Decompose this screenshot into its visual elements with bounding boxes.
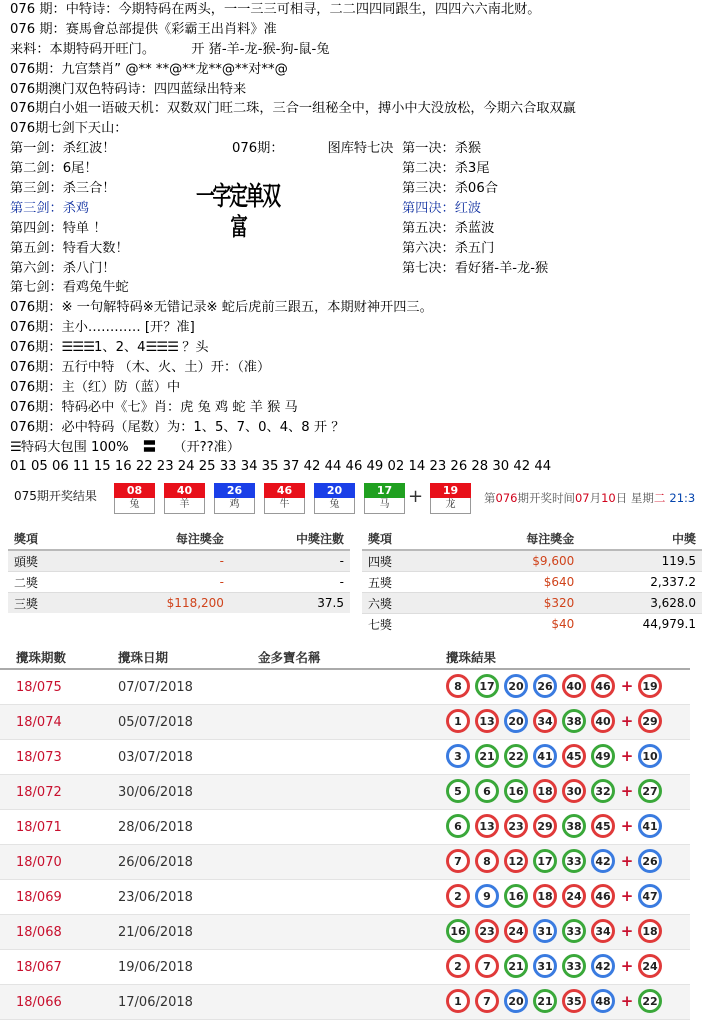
prize-cell: $40 xyxy=(469,614,580,635)
result-ball xyxy=(164,483,205,515)
prize-cell: - xyxy=(230,572,350,593)
head-suffix: ？头 xyxy=(182,340,209,356)
sword-item: 第三剑：杀鸡 xyxy=(10,200,90,216)
special-ball-number: 19 xyxy=(430,483,471,498)
lottery-ball: 38 xyxy=(562,814,586,838)
lottery-ball: 26 xyxy=(533,674,557,698)
plus-icon: + xyxy=(620,782,634,800)
plus-icon: + xyxy=(408,486,424,507)
table-row xyxy=(0,950,690,985)
jue-item: 第四决：红波 xyxy=(402,200,482,216)
draw-period-link[interactable]: 18/069 xyxy=(16,890,62,905)
prize-cell: - xyxy=(116,550,230,572)
table-row xyxy=(0,915,690,950)
special-lottery-ball: 26 xyxy=(638,849,662,873)
draw-date: 19/06/2018 xyxy=(118,960,193,975)
prize-cell: - xyxy=(230,550,350,572)
header-period: 攪珠期數 xyxy=(16,650,67,665)
lottery-ball: 24 xyxy=(562,884,586,908)
lottery-ball: 1 xyxy=(446,989,470,1013)
special-lottery-ball: 47 xyxy=(638,884,662,908)
prize-row xyxy=(362,593,702,614)
prize-header-cell: 獎項 xyxy=(362,527,469,550)
size-line: 076期：主小………… [开？准] xyxy=(10,320,195,336)
header-date: 攪珠日期 xyxy=(118,650,169,665)
calligraphy-text-2: 富 xyxy=(230,212,246,241)
lottery-ball: 17 xyxy=(533,849,557,873)
prize-header-row xyxy=(362,527,702,550)
lottery-ball: 17 xyxy=(475,674,499,698)
prize-cell: 37.5 xyxy=(230,593,350,614)
prize-header-cell: 每注獎金 xyxy=(116,527,230,550)
prize-right-table xyxy=(362,527,702,634)
prize-row xyxy=(362,550,702,572)
bar-decoration-left: ☰☰☰ xyxy=(61,340,95,356)
prize-cell: $640 xyxy=(469,572,580,593)
draw-balls xyxy=(446,954,667,978)
lottery-ball: 20 xyxy=(504,989,528,1013)
lottery-ball: 40 xyxy=(562,674,586,698)
sword-row xyxy=(10,219,690,239)
prize-cell: $9,600 xyxy=(469,550,580,572)
encircle-line xyxy=(10,438,690,458)
lottery-ball: 31 xyxy=(533,954,557,978)
head-numbers: 1、2、4 xyxy=(94,340,146,356)
lottery-ball: 12 xyxy=(504,849,528,873)
swords-section xyxy=(10,139,690,298)
header-name: 金多寶名稱 xyxy=(258,650,321,665)
jue-item: 第一决：杀猴 xyxy=(402,141,482,157)
history-header xyxy=(0,640,690,670)
result-ball-zodiac: 马 xyxy=(364,498,405,514)
lottery-ball: 38 xyxy=(562,709,586,733)
sword-row xyxy=(10,179,690,199)
table-row xyxy=(0,880,690,915)
lottery-ball: 46 xyxy=(591,674,615,698)
prize-row xyxy=(8,593,350,614)
lottery-ball: 42 xyxy=(591,954,615,978)
draw-balls xyxy=(446,674,667,698)
table-row xyxy=(0,775,690,810)
plus-icon: + xyxy=(620,992,634,1010)
result-ball-number: 08 xyxy=(114,483,155,498)
jue-item: 第二决：杀3尾 xyxy=(402,161,490,177)
special-lottery-ball: 19 xyxy=(638,674,662,698)
table-row xyxy=(0,810,690,845)
draw-time-info xyxy=(484,490,695,506)
tail-line: 076期：必中特码（尾数）为：1、5、7、0、4、8 开 ？ xyxy=(10,419,345,435)
plus-icon: + xyxy=(620,677,634,695)
special-lottery-ball: 41 xyxy=(638,814,662,838)
lottery-ball: 13 xyxy=(475,814,499,838)
draw-period-link[interactable]: 18/067 xyxy=(16,960,62,975)
draw-balls xyxy=(446,989,667,1013)
number-list-line: 01 05 06 11 15 16 22 23 24 25 33 34 35 37 42 44 46 49 02 14 23 26 28 30 42 44 xyxy=(10,459,552,475)
prize-table-left xyxy=(8,527,350,613)
prize-row xyxy=(362,572,702,593)
prize-header-cell: 中獎 xyxy=(580,527,702,550)
special-ball-zodiac: 龙 xyxy=(430,498,471,514)
lottery-ball: 3 xyxy=(446,744,470,768)
lottery-ball: 13 xyxy=(475,709,499,733)
sword-item: 第三剑：杀三合！ xyxy=(10,181,116,197)
prize-cell: 四獎 xyxy=(362,550,469,572)
prize-row xyxy=(8,550,350,572)
info-day: 10 xyxy=(601,491,616,505)
lottery-ball: 33 xyxy=(562,919,586,943)
prize-left-table xyxy=(8,527,350,613)
prize-cell: 三獎 xyxy=(8,593,116,614)
material-label: 来料：本期特码开旺门。 xyxy=(10,41,156,57)
lottery-ball: 23 xyxy=(475,919,499,943)
prize-cell: 3,628.0 xyxy=(580,593,702,614)
result-ball xyxy=(114,483,155,515)
draw-date: 30/06/2018 xyxy=(118,785,193,800)
sword-row xyxy=(10,139,690,159)
plus-icon: + xyxy=(620,747,634,765)
special-lottery-ball: 22 xyxy=(638,989,662,1013)
prize-cell: 七獎 xyxy=(362,614,469,635)
plus-icon: + xyxy=(620,817,634,835)
mid-title xyxy=(232,139,393,159)
draw-period-link[interactable]: 18/066 xyxy=(16,995,62,1010)
prize-cell: $320 xyxy=(469,593,580,614)
lottery-ball: 1 xyxy=(446,709,470,733)
jue-item: 第五决：杀蓝波 xyxy=(402,220,495,236)
history-rows xyxy=(0,670,690,1020)
prize-header-cell: 獎項 xyxy=(8,527,116,550)
special-lottery-ball: 24 xyxy=(638,954,662,978)
lottery-ball: 18 xyxy=(533,779,557,803)
calligraphy-text-1: 一字定单双 xyxy=(196,182,279,212)
material-line xyxy=(10,40,690,60)
info-part: 月 xyxy=(589,491,602,505)
info-part: 第 xyxy=(484,491,496,505)
forecast-text-block xyxy=(10,0,690,477)
lottery-ball: 34 xyxy=(591,919,615,943)
lottery-ball: 16 xyxy=(504,779,528,803)
plus-icon: + xyxy=(620,712,634,730)
prize-cell: $118,200 xyxy=(116,593,230,614)
lottery-ball: 33 xyxy=(562,954,586,978)
prize-header-cell: 中獎注數 xyxy=(230,527,350,550)
lottery-ball: 21 xyxy=(475,744,499,768)
encircle-suffix: （开??准） xyxy=(173,439,241,455)
draw-date: 03/07/2018 xyxy=(118,750,193,765)
lottery-ball: 16 xyxy=(504,884,528,908)
lottery-ball: 34 xyxy=(533,709,557,733)
lottery-ball: 20 xyxy=(504,709,528,733)
result-ball xyxy=(264,483,305,515)
jue-item: 第六决：杀五门 xyxy=(402,240,495,256)
result-ball-zodiac: 兔 xyxy=(114,498,155,514)
draw-balls xyxy=(446,709,667,733)
sword-row xyxy=(10,159,690,179)
sword-item: 第七剑：看鸡兔牛蛇 xyxy=(10,280,129,296)
draw-balls xyxy=(446,849,667,873)
draw-period-link[interactable]: 18/072 xyxy=(16,785,62,800)
lottery-ball: 18 xyxy=(533,884,557,908)
draw-date: 05/07/2018 xyxy=(118,715,193,730)
sword-row xyxy=(10,199,690,219)
material-zodiacs: 开 猪-羊-龙-猴-狗-鼠-兔 xyxy=(191,41,330,57)
miss-white-line: 076期白小姐一语破天机：双数双门旺二珠，三合一组秘全中，搏小中大没放松，今期六合取双赢 xyxy=(10,101,576,117)
prize-header-row xyxy=(8,527,350,550)
plus-icon: + xyxy=(620,887,634,905)
table-row xyxy=(0,985,690,1020)
info-part: 日 星期 xyxy=(615,491,654,505)
sword-row xyxy=(10,239,690,259)
info-weekday: 二 xyxy=(653,491,666,505)
calligraphy-image xyxy=(196,182,279,242)
result-ball-number: 40 xyxy=(164,483,205,498)
lottery-ball: 48 xyxy=(591,989,615,1013)
draw-period-link[interactable]: 18/075 xyxy=(16,680,62,695)
lottery-ball: 35 xyxy=(562,989,586,1013)
result-ball-zodiac: 羊 xyxy=(164,498,205,514)
prize-header-cell: 每注獎金 xyxy=(469,527,580,550)
mid-title-period: 076期： xyxy=(232,141,284,157)
result-ball-number: 20 xyxy=(314,483,355,498)
prize-cell: 119.5 xyxy=(580,550,702,572)
bar-decoration-right: ☰☰☰ xyxy=(145,340,179,356)
macau-poem-line: 076期澳门双色特码诗：四四蓝绿出特来 xyxy=(10,81,247,97)
five-elements-line: 076期：五行中特 （木、火、土）开：（准） xyxy=(10,360,271,376)
prize-cell: 頭獎 xyxy=(8,550,116,572)
draw-balls xyxy=(446,884,667,908)
lottery-ball: 20 xyxy=(504,674,528,698)
result-ball-zodiac: 牛 xyxy=(264,498,305,514)
draw-date: 21/06/2018 xyxy=(118,925,193,940)
bar-decoration-2: 〓 xyxy=(142,439,156,455)
lottery-ball: 23 xyxy=(504,814,528,838)
lottery-ball: 32 xyxy=(591,779,615,803)
lottery-ball: 7 xyxy=(475,954,499,978)
lottery-ball: 5 xyxy=(446,779,470,803)
draw-period-link[interactable]: 18/068 xyxy=(16,925,62,940)
special-lottery-ball: 29 xyxy=(638,709,662,733)
lottery-ball: 2 xyxy=(446,954,470,978)
jue-item: 第七决：看好猪-羊-龙-猴 xyxy=(402,260,549,276)
lottery-ball: 42 xyxy=(591,849,615,873)
draw-period-link[interactable]: 18/073 xyxy=(16,750,62,765)
special-ball xyxy=(430,483,471,515)
lottery-ball: 45 xyxy=(591,814,615,838)
result-strip xyxy=(0,480,696,520)
draw-date: 23/06/2018 xyxy=(118,890,193,905)
sword-row xyxy=(10,278,690,298)
sword-item: 第四剑：特单 ！ xyxy=(10,220,107,236)
source-line: 076 期：赛馬會总部提供《彩霸王出肖料》准 xyxy=(10,21,277,37)
draw-period-link[interactable]: 18/074 xyxy=(16,715,62,730)
table-row xyxy=(0,670,690,705)
prize-table-right xyxy=(362,527,702,634)
lottery-ball: 46 xyxy=(591,884,615,908)
result-ball xyxy=(314,483,355,515)
sword-item: 第一剑：杀红波！ xyxy=(10,141,116,157)
jue-item: 第三决：杀06合 xyxy=(402,181,498,197)
draw-balls xyxy=(446,744,667,768)
sword-item: 第五剑：特看大数！ xyxy=(10,240,129,256)
prize-cell: 2,337.2 xyxy=(580,572,702,593)
lottery-ball: 24 xyxy=(504,919,528,943)
result-ball-zodiac: 鸡 xyxy=(214,498,255,514)
lottery-ball: 30 xyxy=(562,779,586,803)
prize-cell: - xyxy=(116,572,230,593)
info-period: 076 xyxy=(495,491,518,505)
encircle-label: 特码大包围 100% xyxy=(20,439,129,455)
info-part: 期开奖时间 xyxy=(517,491,575,505)
draw-date: 07/07/2018 xyxy=(118,680,193,695)
draw-balls xyxy=(446,814,667,838)
lottery-ball: 31 xyxy=(533,919,557,943)
draw-balls xyxy=(446,919,667,943)
lottery-ball: 40 xyxy=(591,709,615,733)
table-row xyxy=(0,845,690,880)
plus-icon: + xyxy=(620,852,634,870)
lottery-ball: 33 xyxy=(562,849,586,873)
bar-decoration: ☰ xyxy=(10,439,21,455)
special-lottery-ball: 18 xyxy=(638,919,662,943)
draw-date: 28/06/2018 xyxy=(118,820,193,835)
prize-cell: 二獎 xyxy=(8,572,116,593)
head-line xyxy=(10,338,690,358)
sword-item: 第二剑：6尾！ xyxy=(10,161,98,177)
draw-period-link[interactable]: 18/071 xyxy=(16,820,62,835)
lottery-ball: 21 xyxy=(533,989,557,1013)
special-lottery-ball: 27 xyxy=(638,779,662,803)
result-strip-label: 075期开奖结果 xyxy=(14,489,97,503)
draw-date: 26/06/2018 xyxy=(118,855,193,870)
lottery-ball: 7 xyxy=(475,989,499,1013)
lottery-ball: 6 xyxy=(446,814,470,838)
lottery-ball: 45 xyxy=(562,744,586,768)
lottery-ball: 41 xyxy=(533,744,557,768)
prize-row xyxy=(362,614,702,635)
seven-swords-title: 076期七剑下天山： xyxy=(10,121,128,137)
result-ball xyxy=(364,483,405,515)
lottery-ball: 29 xyxy=(533,814,557,838)
lottery-ball: 16 xyxy=(446,919,470,943)
nine-palace-line: 076期：九宫禁肖” @** **@**龙**@**对**@ xyxy=(10,61,288,77)
table-row xyxy=(0,740,690,775)
lottery-ball: 6 xyxy=(475,779,499,803)
result-ball-number: 26 xyxy=(214,483,255,498)
prize-cell: 六獎 xyxy=(362,593,469,614)
result-ball-zodiac: 兔 xyxy=(314,498,355,514)
mid-title-text: 图库特七决 xyxy=(327,141,394,157)
lottery-ball: 8 xyxy=(446,674,470,698)
sword-row xyxy=(10,259,690,279)
lottery-ball: 21 xyxy=(504,954,528,978)
seven-zodiac-line: 076期：特码必中《七》肖：虎 兔 鸡 蛇 羊 猴 马 xyxy=(10,399,298,415)
history-table xyxy=(0,640,690,1020)
color-line: 076期：主（红）防（蓝）中 xyxy=(10,379,181,395)
draw-period-link[interactable]: 18/070 xyxy=(16,855,62,870)
lottery-ball: 8 xyxy=(475,849,499,873)
riddle-line: 076期：※ 一句解特码※无错记录※ 蛇后虎前三跟五，本期财神开四三。 xyxy=(10,300,433,316)
result-ball-number: 46 xyxy=(264,483,305,498)
header-result: 攪珠結果 xyxy=(446,650,497,665)
special-lottery-ball: 10 xyxy=(638,744,662,768)
info-time: 21:3 xyxy=(669,491,696,505)
lottery-ball: 9 xyxy=(475,884,499,908)
poem-line: 076 期：中特诗：今期特码在两头，一一三三可相寻，二二四四同跟生，四四六六南北财。 xyxy=(10,2,541,17)
plus-icon: + xyxy=(620,957,634,975)
table-row xyxy=(0,705,690,740)
sword-item: 第六剑：杀八门！ xyxy=(10,260,116,276)
info-month: 07 xyxy=(574,491,590,505)
result-ball-number: 17 xyxy=(364,483,405,498)
head-label: 076期： xyxy=(10,340,62,356)
lottery-ball: 2 xyxy=(446,884,470,908)
prize-cell: 五獎 xyxy=(362,572,469,593)
prize-cell: 44,979.1 xyxy=(580,614,702,635)
lottery-ball: 49 xyxy=(591,744,615,768)
draw-date: 17/06/2018 xyxy=(118,995,193,1010)
prize-row xyxy=(8,572,350,593)
lottery-ball: 7 xyxy=(446,849,470,873)
plus-icon: + xyxy=(620,922,634,940)
draw-balls xyxy=(446,779,667,803)
result-ball xyxy=(214,483,255,515)
lottery-ball: 22 xyxy=(504,744,528,768)
